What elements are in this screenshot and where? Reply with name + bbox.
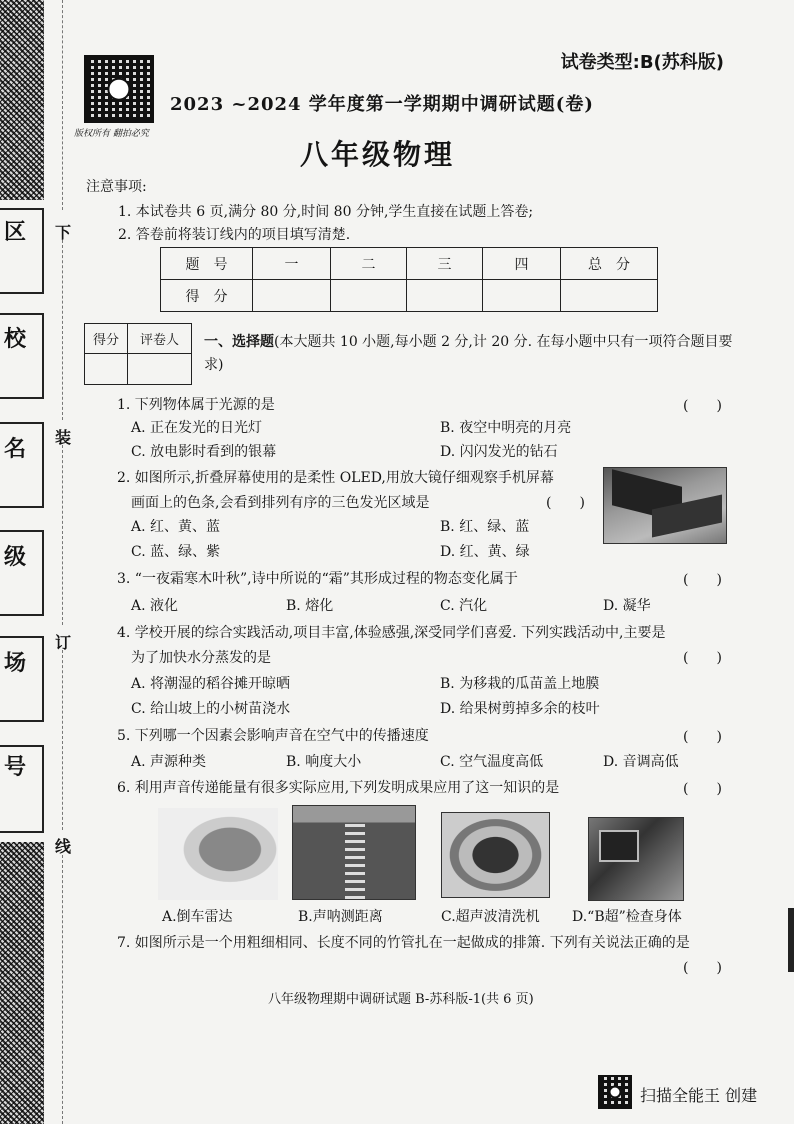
score-cell[interactable]	[407, 280, 483, 312]
q3-option-b: B. 熔化	[286, 598, 334, 614]
score-table-score-row	[161, 280, 658, 312]
score-cell[interactable]	[561, 280, 658, 312]
q4-option-b: B. 为移栽的瓜苗盖上地膜	[440, 676, 600, 692]
paper-type-label: 试卷类型:B(苏科版)	[560, 52, 724, 73]
scan-edge-mark	[788, 908, 794, 972]
folding-phone-image	[603, 467, 727, 544]
section-1-desc: (本大题共 10 小题,每小题 2 分,计 20 分. 在每小题中只有一项符合题目要求)	[204, 334, 733, 373]
score-table-header-cell: 总 分	[561, 248, 658, 280]
question-6-stem: 6. 利用声音传递能量有很多实际应用,下列发明成果应用了这一知识的是	[117, 780, 560, 796]
q1-option-b: B. 夜空中明亮的月亮	[440, 420, 572, 436]
grader-name-cell[interactable]	[128, 354, 192, 385]
question-5-stem: 5. 下列哪一个因素会影响声音在空气中的传播速度	[117, 728, 429, 744]
q6-caption-c: C.超声波清洗机	[441, 909, 540, 925]
q6-caption-d: D.“B超”检查身体	[572, 909, 682, 925]
q4-option-d: D. 给果树剪掉多余的枝叶	[440, 701, 600, 717]
notice-item-1: 1. 本试卷共 6 页,满分 80 分,时间 80 分钟,学生直接在试题上答卷;	[118, 204, 534, 220]
binding-char-xian: 线	[55, 837, 72, 856]
binding-label-room: 场	[4, 650, 27, 676]
score-cell[interactable]	[253, 280, 331, 312]
question-7-stem: 7. 如图所示是一个用粗细相同、长度不同的竹管扎在一起做成的排箫. 下列有关说法正确的是	[117, 935, 690, 951]
q3-option-a: A. 液化	[131, 598, 179, 614]
q6-caption-a: A.倒车雷达	[162, 909, 233, 925]
q4-option-a: A. 将潮湿的稻谷摊开晾晒	[131, 676, 291, 692]
q5-option-a: A. 声源种类	[131, 754, 207, 770]
copyright-note: 版权所有 翻拍必究	[74, 129, 149, 139]
q6-caption-b: B.声呐测距离	[298, 909, 383, 925]
question-1-stem: 1. 下列物体属于光源的是	[117, 397, 275, 413]
scanner-watermark: 扫描全能王 创建	[640, 1086, 758, 1105]
score-table-header-cell: 三	[407, 248, 483, 280]
q2-option-b: B. 红、绿、蓝	[440, 519, 530, 535]
section-1-title: 一、选择题	[204, 334, 274, 350]
q2-option-a: A. 红、黄、蓝	[131, 519, 221, 535]
question-2-stem-line2: 画面上的色条,会看到排列有序的三色发光区域是	[131, 495, 430, 511]
binding-label-name: 名	[4, 436, 27, 462]
binding-char-zhuang: 装	[55, 428, 72, 447]
q5-option-c: C. 空气温度高低	[440, 754, 544, 770]
grader-name-label: 评卷人	[128, 324, 192, 354]
exam-year-title: 2023 ~2024 学年度第一学期期中调研试题(卷)	[170, 94, 594, 115]
score-row-label: 得 分	[161, 280, 253, 312]
answer-blank-q1[interactable]: ( )	[683, 398, 722, 414]
score-table	[160, 247, 658, 312]
binding-label-number: 号	[4, 754, 27, 780]
ultrasonic-cleaner-image	[441, 812, 550, 898]
q5-option-b: B. 响度大小	[286, 754, 362, 770]
answer-blank-q3[interactable]: ( )	[683, 572, 722, 588]
page-footer: 八年级物理期中调研试题 B-苏科版-1(共 6 页)	[268, 992, 534, 1007]
answer-blank-q4[interactable]: ( )	[683, 650, 722, 666]
scanner-qr-icon	[598, 1075, 632, 1109]
question-4-stem-line2: 为了加快水分蒸发的是	[131, 650, 271, 666]
qr-code-icon	[84, 55, 154, 123]
reversing-radar-image	[158, 808, 278, 900]
q2-option-d: D. 红、黄、绿	[440, 544, 530, 560]
question-3-stem: 3. “一夜霜寒木叶秋”,诗中所说的“霜”其形成过程的物态变化属于	[117, 571, 518, 587]
notice-item-2: 2. 答卷前将装订线内的项目填写清楚.	[118, 227, 351, 243]
answer-blank-q6[interactable]: ( )	[683, 781, 722, 797]
answer-blank-q2[interactable]: ( )	[546, 495, 585, 511]
q1-option-d: D. 闪闪发光的钻石	[440, 444, 558, 460]
score-table-header-cell: 四	[483, 248, 561, 280]
question-2-stem-line1: 2. 如图所示,折叠屏幕使用的是柔性 OLED,用放大镜仔细观察手机屏幕	[117, 470, 554, 486]
grader-score-label: 得分	[85, 324, 128, 354]
binding-label-district: 区	[4, 219, 27, 245]
page-title: 八年级物理	[300, 138, 456, 171]
answer-blank-q5[interactable]: ( )	[683, 729, 722, 745]
binding-texture-top	[0, 0, 44, 200]
score-cell[interactable]	[331, 280, 407, 312]
binding-char-xia: 下	[55, 223, 72, 242]
score-cell[interactable]	[483, 280, 561, 312]
q4-option-c: C. 给山坡上的小树苗浇水	[131, 701, 291, 717]
notice-heading: 注意事项:	[86, 179, 147, 195]
grader-score-cell[interactable]	[85, 354, 128, 385]
q1-option-a: A. 正在发光的日光灯	[131, 420, 263, 436]
answer-blank-q7[interactable]: ( )	[683, 960, 722, 976]
section-1-heading	[204, 331, 734, 377]
score-table-header-cell: 一	[253, 248, 331, 280]
q2-option-c: C. 蓝、绿、紫	[131, 544, 221, 560]
score-table-header-cell: 题 号	[161, 248, 253, 280]
b-ultrasound-image	[588, 817, 684, 901]
score-table-header-row	[161, 248, 658, 280]
q3-option-d: D. 凝华	[603, 598, 651, 614]
sonar-image	[292, 805, 416, 900]
q1-option-c: C. 放电影时看到的银幕	[131, 444, 277, 460]
q5-option-d: D. 音调高低	[603, 754, 679, 770]
score-table-header-cell: 二	[331, 248, 407, 280]
binding-strip	[0, 0, 44, 1124]
binding-texture-bottom	[0, 842, 44, 1124]
q3-option-c: C. 汽化	[440, 598, 488, 614]
binding-dashed-line	[44, 0, 74, 1124]
binding-label-class: 级	[4, 544, 27, 570]
question-4-stem-line1: 4. 学校开展的综合实践活动,项目丰富,体验感强,深受同学们喜爱. 下列实践活动中,主要是	[117, 625, 666, 641]
binding-char-ding: 订	[55, 633, 72, 652]
grader-box	[84, 323, 192, 385]
binding-label-school: 校	[4, 326, 27, 352]
